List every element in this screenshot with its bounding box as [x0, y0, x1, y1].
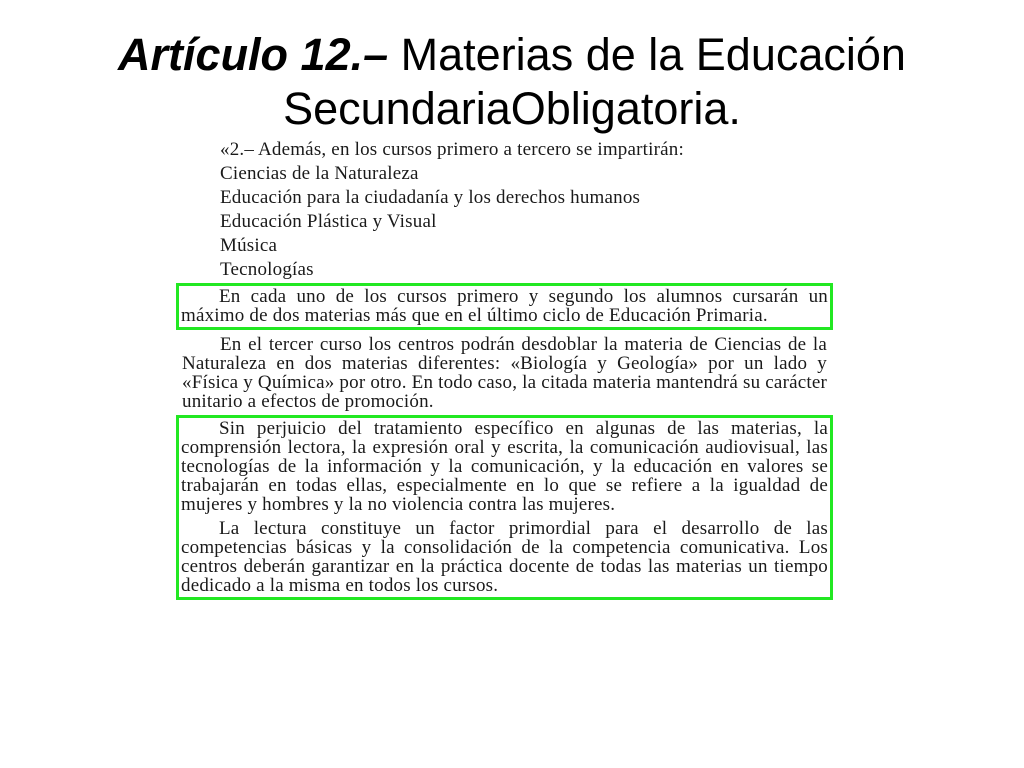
subject-item: Tecnologías: [220, 259, 314, 280]
highlighted-paragraph: En cada uno de los cursos primero y segundo los alumnos cursarán un máximo de dos materias más que en el último ciclo de Educación Primaria.: [181, 286, 828, 326]
title-article-number: Artículo 12.–: [118, 29, 389, 80]
highlight-box-transversal-content: [176, 415, 833, 600]
title-subject: Materias de la Educación: [388, 29, 906, 80]
third-course-paragraph: En el tercer curso los centros podrán desdoblar la materia de Ciencias de la Naturaleza en dos materias diferentes: «Biología y Geología» por un lado y «Física y Química» por otro. En todo caso, la citada materia mantendrá su carácter unitario a efectos de promoción.: [182, 334, 827, 412]
intro-paragraph: «2.– Además, en los cursos primero a tercero se impartirán:: [220, 139, 684, 160]
subject-item: Educación Plástica y Visual: [220, 211, 437, 232]
scanned-legal-text: [182, 140, 827, 600]
title-line-2: SecundariaObligatoria.: [283, 83, 741, 134]
subject-item: Ciencias de la Naturaleza: [220, 163, 419, 184]
title-line-1: [0, 28, 1024, 82]
highlighted-paragraph: La lectura constituye un factor primordial para el desarrollo de las competencias básicas y la consolidación de la competencia comunicativa. Los centros deberán garantizar en la práctica docente de todas las materias un tiempo dedicado a la misma en todos los cursos.: [181, 518, 828, 596]
slide-title: [0, 28, 1024, 136]
highlight-box-first-second-courses: [176, 283, 833, 330]
highlighted-paragraph: Sin perjuicio del tratamiento específico en algunas de las materias, la comprensión lectora, la expresión oral y escrita, la comunicación audiovisual, las tecnologías de la información y la comunicación, y la educación en valores se trabajarán en todas ellas, especialmente en lo que se refiere a la igualdad de mujeres y hombres y la no violencia contra las mujeres.: [181, 418, 828, 515]
subject-item: Música: [220, 235, 278, 256]
subject-item: Educación para la ciudadanía y los derechos humanos: [220, 187, 641, 208]
